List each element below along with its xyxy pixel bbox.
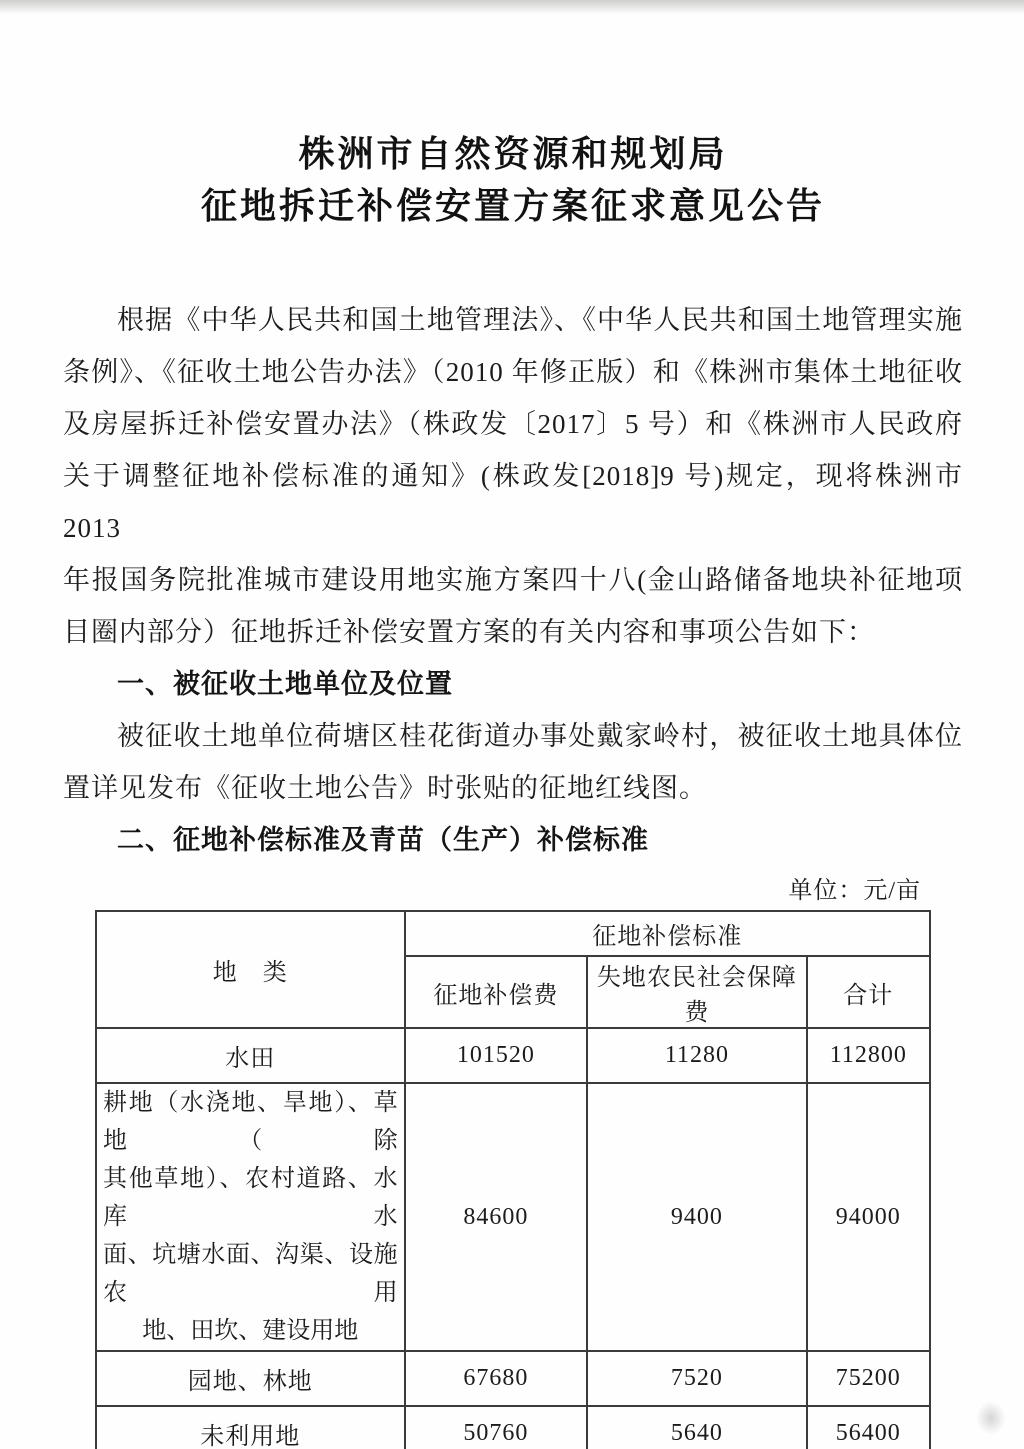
cell-category-line: 面、坑塘水面、沟渠、设施农用 [103,1242,398,1306]
cell-fee: 101520 [405,1028,588,1083]
cell-social: 11280 [587,1028,806,1083]
cell-total: 94000 [807,1083,930,1351]
cell-category: 园地、林地 [96,1351,405,1406]
cell-category: 水田 [96,1028,405,1083]
cell-social: 9400 [587,1083,806,1351]
header-cell-total: 合计 [807,956,930,1028]
header-cell-fee: 征地补偿费 [405,956,588,1028]
cell-category [96,1083,405,1351]
intro-line: 年报国务院批准城市建设用地实施方案四十八(金山路储备地块补征地项 [63,565,963,595]
cell-category-line: 其他草地）、农村道路、水库水 [103,1166,398,1230]
document-body [63,294,963,1449]
intro-line: 关于调整征地补偿标准的通知》(株政发[2018]9 号)规定，现将株洲市 2013 [63,461,963,543]
cell-total: 75200 [807,1351,930,1406]
header-cell-group: 征地补偿标准 [405,911,930,956]
section1-heading: 一、被征收土地单位及位置 [117,669,453,699]
title-line-2: 征地拆迁补偿安置方案征求意见公告 [200,186,825,226]
cell-category-line: 地、田坎、建设用地 [142,1318,359,1344]
table-row [96,1028,930,1083]
title-line-1: 株洲市自然资源和规划局 [298,134,728,174]
table-unit-label: 单位：元/亩 [788,878,921,904]
intro-line: 条例》、《征收土地公告办法》（2010 年修正版）和《株洲市集体土地征收 [63,357,963,387]
header-cell-social: 失地农民社会保障费 [587,956,806,1028]
cell-fee: 84600 [405,1083,588,1351]
cell-category-line: 耕地（水浇地、旱地）、草地（除 [103,1090,398,1154]
intro-line: 根据《中华人民共和国土地管理法》、《中华人民共和国土地管理实施 [117,305,963,335]
cell-social: 7520 [587,1351,806,1406]
table-row [96,1083,930,1351]
section2-heading: 二、征地补偿标准及青苗（生产）补偿标准 [117,825,649,855]
intro-line-last: 目圈内部分）征地拆迁补偿安置方案的有关内容和事项公告如下： [63,617,875,647]
cell-total: 56400 [807,1406,930,1449]
table-row [96,1406,930,1449]
cell-fee: 50760 [405,1406,588,1449]
header-cell-category: 地 类 [96,911,405,1028]
table-header-row-1 [96,911,930,956]
cell-total: 112800 [807,1028,930,1083]
cell-social: 5640 [587,1406,806,1449]
cell-category: 未利用地 [96,1406,405,1449]
section1-line-last: 置详见发布《征收土地公告》时张贴的征地红线图。 [63,773,707,803]
document-title [63,128,963,232]
intro-line: 及房屋拆迁补偿安置办法》（株政发〔2017〕5 号）和《株洲市人民政府 [63,409,963,439]
compensation-table [95,910,931,1449]
cell-fee: 67680 [405,1351,588,1406]
section1-line: 被征收土地单位荷塘区桂花街道办事处戴家岭村，被征收土地具体位 [117,721,963,751]
table-row [96,1351,930,1406]
